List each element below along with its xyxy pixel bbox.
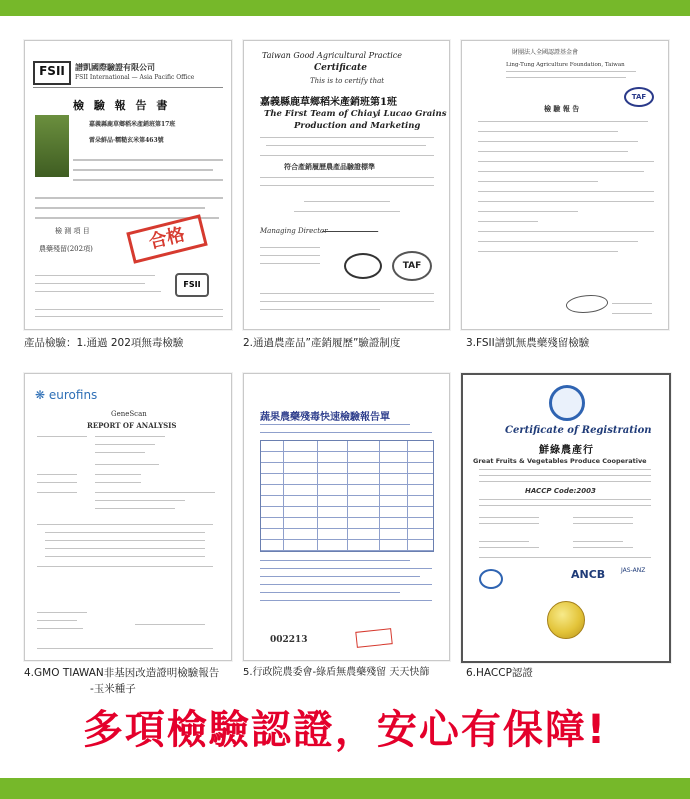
traceability-logo [344, 253, 382, 279]
product-photo [35, 115, 69, 177]
caption-haccp: 6.HACCP認證 [466, 667, 533, 679]
tgap-title: Taiwan Good Agricultural Practice [262, 51, 403, 60]
fsii-seal-text: FSII [183, 280, 201, 289]
rapid-test-stamp [355, 628, 392, 648]
fsii-product-name: 嘉義縣鹿草鄉稻米產銷班第17班 [89, 121, 176, 128]
tgap-director-label: Managing Director [260, 227, 328, 235]
haccp-title: Certificate of Registration [505, 425, 652, 436]
eurofins-logo-icon: ❋ [35, 388, 46, 402]
taf-badge-text: TAF [631, 93, 647, 101]
report-signature [565, 291, 609, 316]
fsii-seal [175, 273, 209, 297]
residue-report-title: 檢 驗 報 告 [544, 104, 580, 113]
tgap-org-cn: 嘉義縣鹿草鄉稻米產銷班第1班 [260, 97, 397, 108]
eurofins-subtitle: GeneScan [111, 410, 147, 418]
caption-green-shield: 5.行政院農委會-綠盾無農藥殘留 天天快篩 [243, 667, 430, 678]
fsii-sample-name: 雷朵鮮品·糯糙玄米第463號 [89, 137, 164, 144]
top-green-bar [0, 0, 690, 16]
fsii-logo: FSII [33, 61, 71, 85]
report-header-en: Ling-Tung Agriculture Foundation, Taiwan [506, 62, 625, 68]
fsii-report-title: 檢 驗 報 告 書 [73, 99, 171, 112]
haccp-org-en: Great Fruits & Vegetables Produce Cooperative [473, 457, 647, 465]
fsii-result-label: 檢 測 項 目 [55, 227, 90, 235]
fsii-result-item: 農藥殘留(202項) [39, 245, 93, 253]
doc-haccp-certificate [461, 373, 671, 663]
report-header-cn: 財團法人全國認證基金會 [512, 49, 579, 56]
director-signature [322, 221, 382, 232]
taf-logo [392, 251, 432, 281]
rapid-test-serial: 002213 [270, 635, 308, 645]
taf-logo-text: TAF [402, 261, 422, 271]
caption-gmo-report-sub: -玉米種子 [90, 683, 136, 695]
pass-stamp-text: 合格 [146, 223, 187, 254]
doc-eurofins-gmo-report [24, 373, 232, 661]
ancb-badge: ANCB [571, 568, 606, 581]
eurofins-logo [35, 388, 97, 402]
tgap-org-en-1: The First Team of Chiayi Lucao Grains [264, 109, 447, 119]
haccp-org-cn: 鮮綠農產行 [539, 445, 594, 456]
tgap-subtitle: Certificate [314, 63, 367, 73]
tgap-certify-text: This is to certify that [310, 77, 385, 85]
bottom-green-bar [0, 778, 690, 799]
eurofins-report-title: REPORT OF ANALYSIS [87, 421, 177, 430]
jas-anz-badge: JAS-ANZ [621, 567, 646, 574]
rapid-test-title: 蔬果農藥殘毒快速檢驗報告單 [260, 412, 390, 423]
tgap-org-en-2: Production and Marketing [294, 121, 421, 131]
certificate-seal [549, 385, 585, 421]
rapid-test-table [260, 440, 434, 552]
gold-seal [547, 601, 585, 639]
doc-fsii-inspection-report [24, 40, 232, 330]
pass-stamp [126, 214, 207, 263]
taf-badge [624, 87, 654, 107]
slogan: 多項檢驗認證，安心有保障! [82, 707, 608, 753]
caption-product-inspection: 產品檢驗：1.通過 202項無毒檢驗 [24, 337, 184, 349]
doc-green-shield-rapid-test [243, 373, 450, 661]
doc-traceability-certificate [243, 40, 450, 330]
eurofins-logo-text: eurofins [48, 388, 98, 402]
tgap-standard-cn: 符合產銷履歷農產品驗證標準 [284, 162, 375, 171]
caption-gmo-report: 4.GMO TIAWAN非基因改造證明檢驗報告 [24, 667, 220, 679]
haccp-code: HACCP Code:2003 [525, 487, 596, 495]
caption-traceability: 2.通過農產品”產銷履歷”驗證制度 [243, 337, 401, 349]
fsii-company-cn: 譜凱國際驗證有限公司 [75, 62, 155, 72]
haccp-logo-left [479, 569, 503, 589]
doc-fsii-residue-report [461, 40, 669, 330]
caption-fsii-residue: 3.FSII譜凱無農藥殘留檢驗 [466, 337, 590, 349]
fsii-company-en: FSII International — Asia Pacific Office [75, 74, 195, 81]
